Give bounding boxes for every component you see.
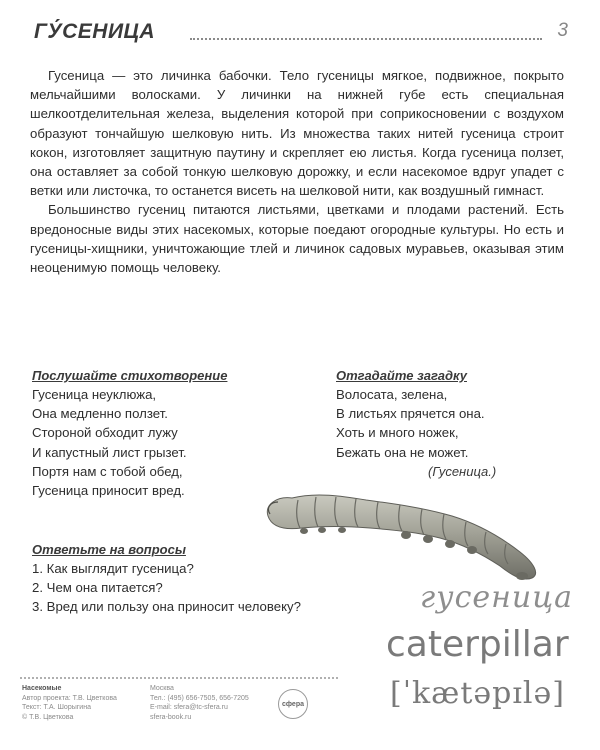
poem-line: Стороной обходит лужу: [32, 425, 178, 441]
article-text: [30, 66, 564, 277]
poem-line: И капустный лист грызет.: [32, 444, 187, 460]
caterpillar-illustration: [256, 478, 556, 588]
footer-email: E-mail: sfera@tc-sfera.ru: [150, 704, 228, 712]
footer-city: Москва: [150, 685, 174, 692]
riddle-section: [336, 368, 576, 481]
dotted-leader: [190, 38, 542, 40]
question-item: 3. Вред или пользу она приносит человеку?: [32, 599, 301, 615]
poem-line: Портя нам с тобой обед,: [32, 463, 183, 479]
poem-line: Она медленно ползет.: [32, 406, 168, 422]
question-item: 1. Как выглядит гусеница?: [32, 561, 194, 576]
riddle-line: Бежать она не может.: [336, 444, 469, 460]
word-cursive-russian: гусеница: [420, 580, 574, 615]
riddle-answer: (Гусеница.): [428, 463, 497, 479]
footer-website: sfera-book.ru: [150, 713, 192, 721]
word-transcription: [ˈkætəpɪlə]: [390, 676, 565, 711]
questions-heading: Ответьте на вопросы: [32, 542, 186, 557]
footer-credits: [22, 684, 117, 722]
riddle-line: В листьях прячется она.: [336, 406, 485, 422]
footer-copyright: © Т.В. Цветкова: [22, 713, 74, 721]
page-number: 3: [557, 20, 568, 41]
riddle-heading: Отгадайте загадку: [336, 368, 467, 383]
question-item: 2. Чем она питается?: [32, 580, 163, 596]
footer-phone: Тел.: (495) 656-7505, 656-7205: [150, 694, 249, 702]
footer-contacts: [150, 684, 249, 722]
publisher-logo: [278, 689, 308, 719]
footer-text-author: Текст: Т.А. Шорыгина: [22, 704, 91, 712]
publisher-logo-text: сфера: [282, 700, 304, 708]
page-header: [22, 20, 572, 50]
word-english: caterpillar: [386, 624, 569, 665]
footer-author: Автор проекта: Т.В. Цветкова: [22, 694, 117, 702]
poem-heading: Послушайте стихотворение: [32, 368, 228, 383]
riddle-line: Хоть и много ножек,: [336, 425, 459, 441]
riddle-line: Волосата, зелена,: [336, 387, 448, 402]
page-title: ГУ́СЕНИЦА: [34, 20, 156, 43]
footer-series: Насекомые: [22, 685, 62, 692]
poem-line: Гусеница неуклюжа,: [32, 387, 157, 402]
footer-divider: [20, 677, 338, 679]
article-paragraph-1: Гусеница — это личинка бабочки. Тело гусеницы мягкое, подвижное, покрыто мельчайшими волосками. У личинки на нижней губе есть специальная шелкоотделительная железа, выделения которой при соприкосновении с воздухом образуют тончайшую шелковую нить. Из множества таких нитей гусеница строит кокон, изготовляет защитную паутину и скрепляет ею листья. Когда гусеница ползет, она оставляет за собой тонкую шелковую дорожку, и если насекомое вдруг упадет с ветки или листочка, то останется висеть на шелковой нити, как воздушный гимнаст.: [30, 68, 564, 199]
poem-line: Гусеница приносит вред.: [32, 483, 185, 499]
article-paragraph-2: Большинство гусениц питаются листьями, цветками и плодами растений. Есть вредоносные виды этих насекомых, которые поедают огородные культуры. Но есть и гусеницы-хищники, уничтожающие тлей и личинок садовых муравьев, оказывая этим неоценимую помощь человеку.: [30, 202, 564, 276]
